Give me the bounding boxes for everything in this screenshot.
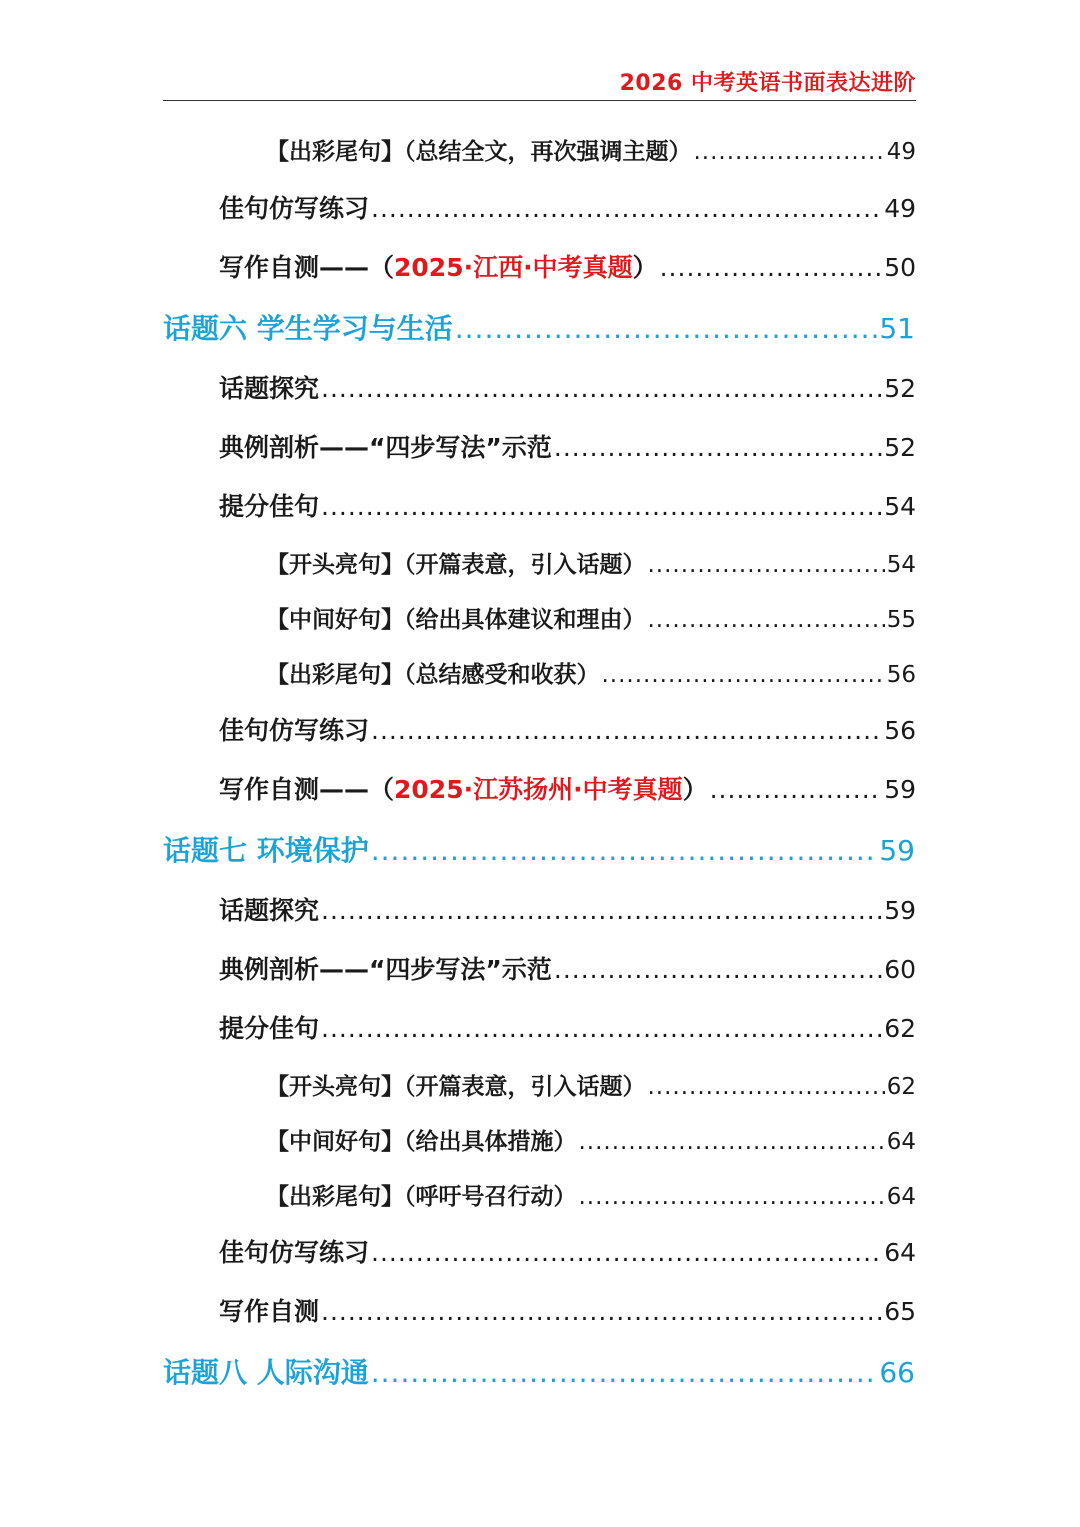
toc-page-number: 59 — [884, 896, 916, 925]
toc-topic-label: 话题八 人际沟通 — [163, 1356, 369, 1389]
dot-leader — [694, 139, 885, 165]
toc-entry-label: 话题探究 — [219, 896, 320, 925]
toc-entry-example-analysis[interactable] — [219, 950, 916, 986]
toc-entry-label: 【出彩尾句】（呼吁号召行动） — [266, 1184, 577, 1210]
dot-leader — [371, 716, 882, 745]
toc-entry-label: 典例剖析——“四步写法”示范 — [219, 433, 552, 462]
toc-topic-six[interactable] — [163, 307, 915, 347]
dot-leader — [660, 253, 883, 282]
dot-leader — [554, 955, 882, 984]
toc-entry-label: 【中间好句】（给出具体建议和理由） — [266, 607, 646, 633]
dot-leader — [579, 1129, 885, 1155]
toc-topic-eight[interactable] — [163, 1351, 915, 1391]
toc-entry-topic-exploration[interactable] — [219, 891, 916, 927]
toc-page-number: 54 — [886, 552, 916, 578]
dot-leader — [648, 552, 885, 578]
dot-leader — [648, 607, 885, 633]
toc-entry-label: 话题探究 — [219, 374, 320, 403]
toc-entry-opening-sentence[interactable] — [266, 1068, 916, 1101]
dot-leader — [554, 433, 882, 462]
toc-entry-label: 提分佳句 — [219, 1014, 320, 1043]
dot-leader — [710, 775, 883, 804]
dot-leader — [321, 896, 882, 925]
toc-page-number: 56 — [886, 662, 916, 688]
toc-entry-example-analysis[interactable] — [219, 428, 916, 464]
toc-entry-label: 【出彩尾句】（总结全文，再次强调主题） — [266, 139, 692, 165]
toc-page-number: 60 — [884, 955, 916, 984]
dot-leader — [321, 492, 882, 521]
toc-entry-middle-sentence[interactable] — [266, 601, 916, 634]
dot-leader — [455, 312, 878, 345]
dot-leader — [321, 1297, 882, 1326]
toc-page-number: 50 — [884, 253, 916, 282]
toc-page-number: 64 — [886, 1129, 916, 1155]
dot-leader — [371, 1238, 882, 1267]
toc-entry-opening-sentence[interactable] — [266, 546, 916, 579]
toc-entry-label: 典例剖析——“四步写法”示范 — [219, 955, 552, 984]
dot-leader — [648, 1074, 885, 1100]
toc-entry-label: 佳句仿写练习 — [219, 194, 370, 223]
dot-leader — [602, 662, 885, 688]
dot-leader — [321, 1014, 882, 1043]
toc-page-number: 52 — [884, 433, 916, 462]
toc-entry-scoring-sentences[interactable] — [219, 1009, 916, 1045]
exam-source: 2025·江苏扬州·中考真题 — [394, 775, 683, 804]
toc-entry-imitation-practice[interactable] — [219, 1233, 916, 1269]
dot-leader — [371, 1356, 878, 1389]
exam-source: 2025·江西·中考真题 — [394, 253, 633, 282]
toc-page-number: 52 — [884, 374, 916, 403]
toc-entry-label: 【中间好句】（给出具体措施） — [266, 1129, 577, 1155]
toc-entry-writing-test[interactable] — [219, 1292, 916, 1328]
toc-page-number: 55 — [886, 607, 916, 633]
toc-entry-label: 【开头亮句】（开篇表意，引入话题） — [266, 552, 646, 578]
toc-entry-label: 写作自测 — [219, 1297, 320, 1326]
toc-page-number: 66 — [879, 1356, 915, 1389]
toc-entry-writing-test[interactable] — [219, 248, 916, 284]
toc-entry-topic-exploration[interactable] — [219, 369, 916, 405]
toc-entry-label: 【开头亮句】（开篇表意，引入话题） — [266, 1074, 646, 1100]
toc-topic-label: 话题七 环境保护 — [163, 834, 369, 867]
toc-page-number: 51 — [879, 312, 915, 345]
toc-page-number: 62 — [886, 1074, 916, 1100]
toc-page-number: 49 — [886, 139, 916, 165]
header-title: 2026 中考英语书面表达进阶 — [619, 71, 916, 96]
toc-page-number: 62 — [884, 1014, 916, 1043]
toc-page-number: 64 — [884, 1238, 916, 1267]
toc-entry-label: 写作自测——（2025·江苏扬州·中考真题） — [219, 775, 708, 804]
toc-entry-ending-sentence[interactable] — [266, 656, 916, 689]
toc-page-number: 49 — [884, 194, 916, 223]
toc-entry-imitation-practice[interactable] — [219, 189, 916, 225]
dot-leader — [371, 194, 882, 223]
toc-entry-label: 【出彩尾句】（总结感受和收获） — [266, 662, 600, 688]
toc-entry-label: 提分佳句 — [219, 492, 320, 521]
toc-entry-ending-sentence[interactable] — [266, 133, 916, 166]
toc-entry-label: 佳句仿写练习 — [219, 716, 370, 745]
toc-page-number: 54 — [884, 492, 916, 521]
toc-topic-seven[interactable] — [163, 829, 915, 869]
toc-entry-writing-test[interactable] — [219, 770, 916, 806]
dot-leader — [371, 834, 878, 867]
toc-entry-ending-sentence[interactable] — [266, 1178, 916, 1211]
toc-topic-label: 话题六 学生学习与生活 — [163, 312, 453, 345]
toc-page-number: 59 — [884, 775, 916, 804]
toc-page-number: 56 — [884, 716, 916, 745]
dot-leader — [579, 1184, 885, 1210]
dot-leader — [321, 374, 882, 403]
toc-entry-middle-sentence[interactable] — [266, 1123, 916, 1156]
page-header — [163, 62, 916, 101]
toc-page-number: 64 — [886, 1184, 916, 1210]
toc-page-number: 59 — [879, 834, 915, 867]
toc-entry-label: 佳句仿写练习 — [219, 1238, 370, 1267]
toc-entry-label: 写作自测——（2025·江西·中考真题） — [219, 253, 658, 282]
toc-entry-scoring-sentences[interactable] — [219, 487, 916, 523]
toc-page-number: 65 — [884, 1297, 916, 1326]
toc-entry-imitation-practice[interactable] — [219, 711, 916, 747]
